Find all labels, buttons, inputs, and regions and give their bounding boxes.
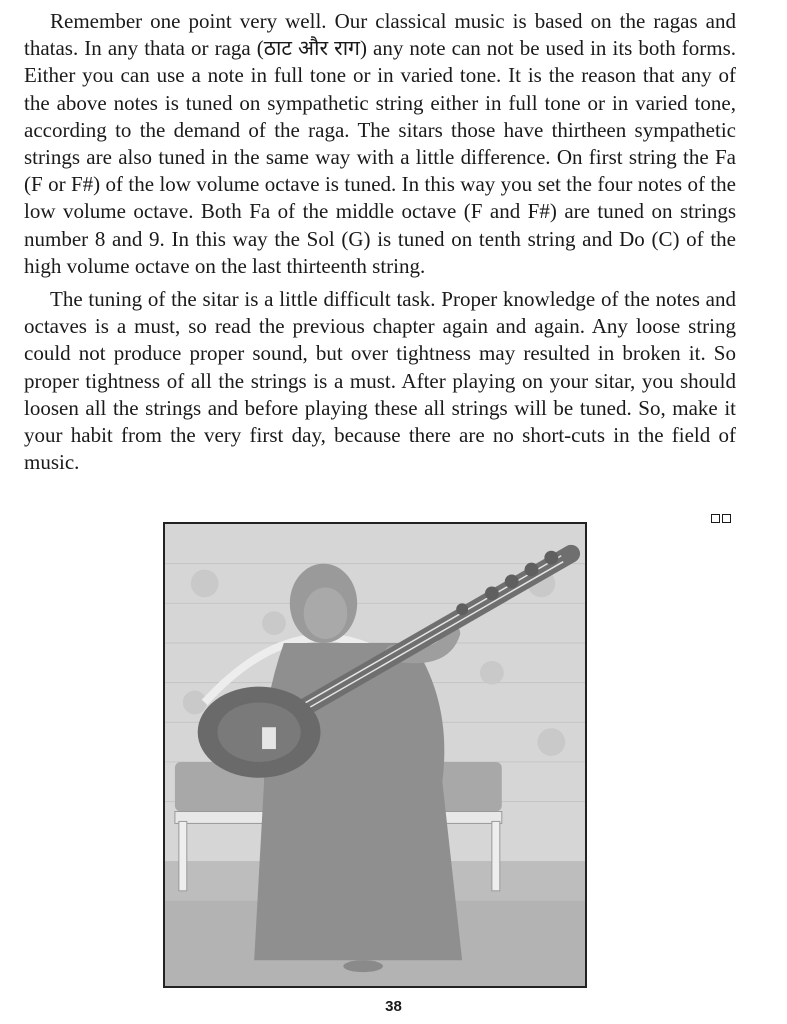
- woman-playing-sitar-photo: [165, 524, 585, 986]
- page-text: [24, 8, 736, 476]
- paragraph-2: The tuning of the sitar is a little difficult task. Proper knowledge of the notes and octaves is a must, so read the previous chapter again and again. Any loose string could not produce proper sound, but over tightness may resulted in broken it. So proper tightness of all the strings is a must. After playing on your sitar, you should loosen all the strings and before playing these all strings will be tuned. So, make it your habit from the very first day, because there are no short-cuts in the field of music.: [24, 287, 736, 475]
- paragraph-1: Remember one point very well. Our classical music is based on the ragas and thatas. In any thata or raga (ठाट और राग) any note can not be used in its both forms. Either you can use a note in full tone or in varied tone. It is the reason that any of the above notes is tuned on sympathetic string either in full tone or in varied tone, according to the demand of the raga. The sitars those have thirtheen sympathetic strings are also tuned in the same way with a little difference. On first string the Fa (F or F#) of the low volume octave is tuned. In this way you set the four notes of the low volume octave. Both Fa of the middle octave (F and F#) are tuned on strings number 8 and 9. In this way the Sol (G) is tuned on tenth string and Do (C) of the high volume octave on the last thirteenth string.: [24, 9, 736, 278]
- sitar-photo: [163, 522, 587, 988]
- end-mark-icon: [711, 514, 731, 523]
- square-icon: [711, 514, 720, 523]
- page-number: 38: [385, 998, 402, 1015]
- square-icon: [722, 514, 731, 523]
